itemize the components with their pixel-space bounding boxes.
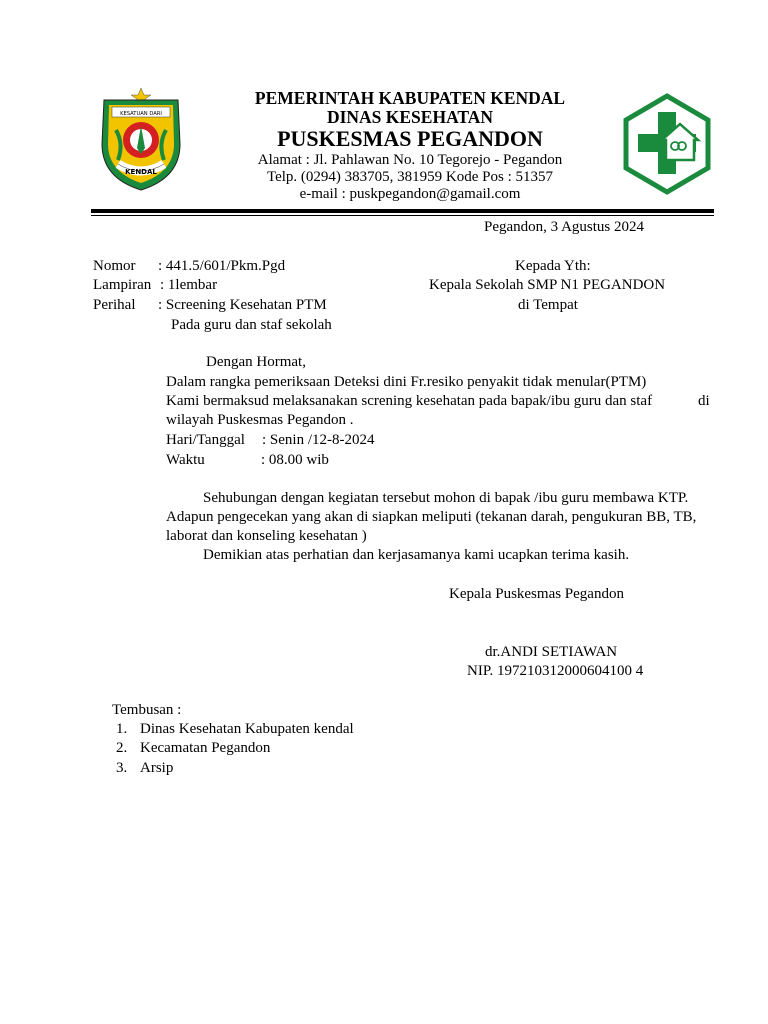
letter-date: Pegandon, 3 Agustus 2024 <box>484 219 645 235</box>
kendal-crest-logo <box>96 86 186 192</box>
nomor-value: : 441.5/601/Pkm.Pgd <box>158 258 286 274</box>
header-phone: Telp. (0294) 383705, 381959 Kode Pos : 51357 <box>266 169 554 185</box>
cc-item: Dinas Kesehatan Kabupaten kendal <box>140 721 354 737</box>
body-paragraph-1-line-3: wilayah Puskesmas Pegandon . <box>166 412 354 428</box>
body-paragraph-1-line-2-end: di <box>698 393 710 409</box>
waktu-label: Waktu <box>166 452 205 468</box>
cc-item-number: 3. <box>116 760 128 776</box>
hari-tanggal-label: Hari/Tanggal <box>166 432 245 448</box>
body-paragraph-1-line-2: Kami bermaksud melaksanakan screning kesehatan pada bapak/ibu guru dan staf <box>166 393 653 409</box>
cc-item-number: 1. <box>116 721 128 737</box>
body-paragraph-2-line-3: laborat dan konseling kesehatan ) <box>166 528 367 544</box>
lampiran-label: Lampiran <box>93 277 152 293</box>
perihal-value-continued: Pada guru dan staf sekolah <box>171 317 332 333</box>
nomor-label: Nomor <box>93 258 136 274</box>
body-paragraph-1-line-1: Dalam rangka pemeriksaan Deteksi dini Fr.resiko penyakit tidak menular(PTM) <box>166 374 647 390</box>
recipient-place: di Tempat <box>518 297 578 313</box>
cc-title: Tembusan : <box>112 702 182 718</box>
greeting: Dengan Hormat, <box>206 354 306 370</box>
body-paragraph-2-line-2: Adapun pengecekan yang akan di siapkan meliputi (tekanan darah, pengukuran BB, TB, <box>166 509 697 525</box>
header-government: PEMERINTAH KABUPATEN KENDAL <box>254 88 566 108</box>
cc-item: Arsip <box>140 760 174 776</box>
hari-tanggal-value: : Senin /12-8-2024 <box>262 432 375 448</box>
signatory-name: dr.ANDI SETIAWAN <box>485 644 618 660</box>
signatory-title: Kepala Puskesmas Pegandon <box>449 586 624 602</box>
perihal-label: Perihal <box>93 297 136 313</box>
header-department: DINAS KESEHATAN <box>326 107 494 127</box>
header-address: Alamat : Jl. Pahlawan No. 10 Tegorejo - Pegandon <box>257 152 563 168</box>
closing-sentence: Demikian atas perhatian dan kerjasamanya kami ucapkan terima kasih. <box>203 547 630 563</box>
body-paragraph-2-line-1: Sehubungan dengan kegiatan tersebut mohon di bapak /ibu guru membawa KTP. <box>203 490 689 506</box>
cc-item-number: 2. <box>116 740 128 756</box>
header-puskesmas-name: PUSKESMAS PEGANDON <box>277 126 543 151</box>
crest-ribbon-text: KESATUAN DARI <box>120 111 162 117</box>
recipient-name: Kepala Sekolah SMP N1 PEGANDON <box>429 277 666 293</box>
recipient-salutation: Kepada Yth: <box>515 258 591 274</box>
header-divider-thick <box>91 209 714 213</box>
perihal-value: : Screening Kesehatan PTM <box>158 297 327 313</box>
crest-kendal-text: KENDAL <box>125 168 157 176</box>
waktu-value: : 08.00 wib <box>261 452 329 468</box>
signatory-nip: NIP. 197210312000604100 4 <box>467 663 644 679</box>
header-email: e-mail : puskpegandon@gamail.com <box>299 186 521 202</box>
header-divider-thin <box>91 215 714 216</box>
lampiran-value: : 1lembar <box>160 277 218 293</box>
puskesmas-logo <box>618 88 716 198</box>
cc-item: Kecamatan Pegandon <box>140 740 271 756</box>
